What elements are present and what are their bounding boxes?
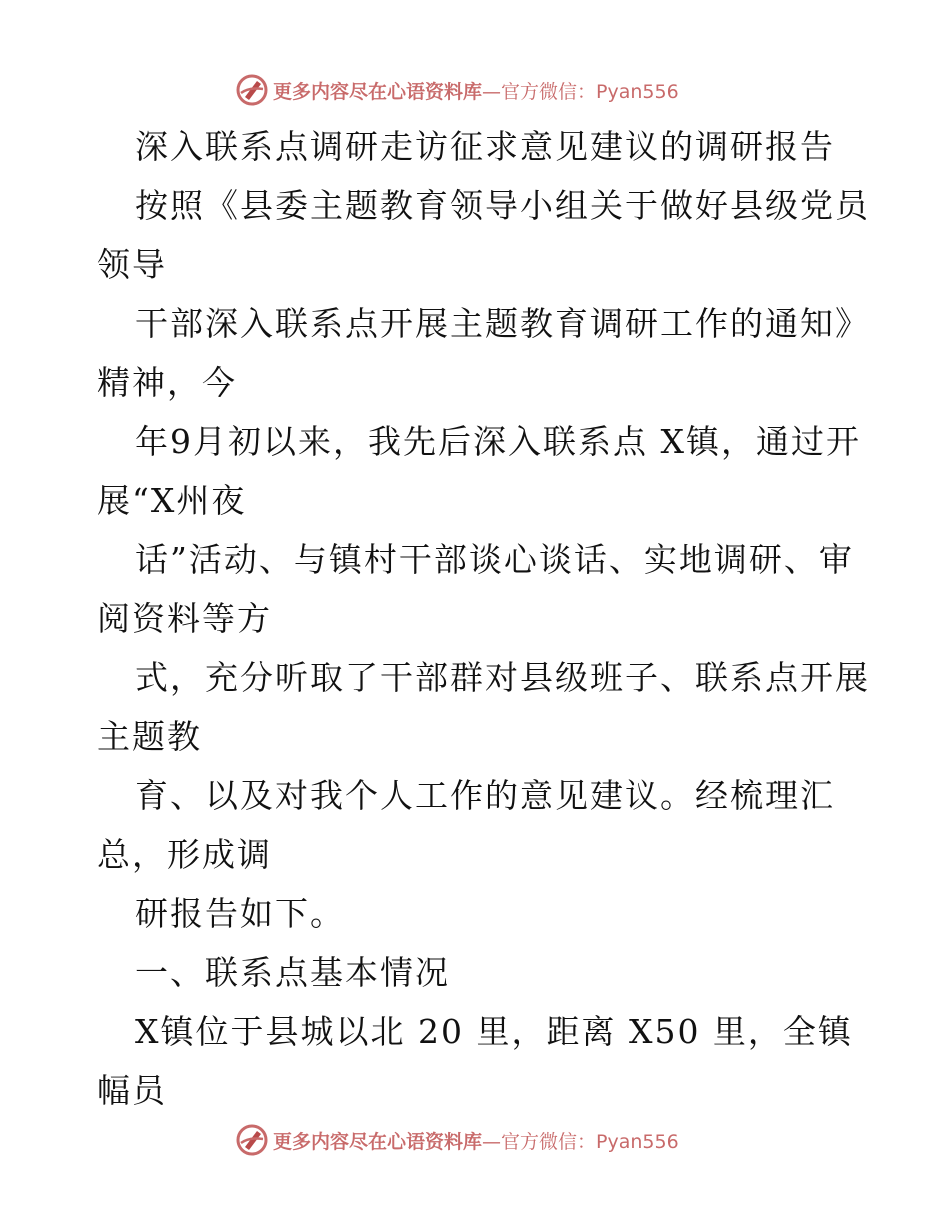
section-heading: 一、联系点基本情况	[135, 953, 450, 992]
watermark-main-text: 更多内容尽在心语资料库	[273, 80, 483, 103]
paragraph-line: 展“X州夜	[97, 481, 247, 520]
paragraph-line: 研报告如下。	[135, 894, 345, 933]
paragraph-line: 按照《县委主题教育领导小组关于做好县级党员	[135, 186, 870, 225]
logo-icon	[235, 1123, 269, 1157]
paragraph-line: 育、以及对我个人工作的意见建议。经梳理汇	[135, 776, 835, 815]
paragraph-line: 幅员	[97, 1071, 167, 1110]
watermark-banner-bottom	[235, 1122, 679, 1158]
paragraph-line: 总，形成调	[97, 835, 272, 874]
paragraph-line: 年9月初以来，我先后深入联系点 X镇，通过开	[135, 422, 861, 461]
paragraph-line: 精神，今	[97, 363, 237, 402]
paragraph-line: 干部深入联系点开展主题教育调研工作的通知》	[135, 304, 870, 343]
paragraph-line: 领导	[97, 245, 167, 284]
paragraph-line: 阅资料等方	[97, 599, 272, 638]
watermark-sub-text: —官方微信：Pyan556	[482, 1130, 679, 1153]
paragraph-line: 主题教	[97, 717, 202, 756]
document-body	[97, 117, 870, 1120]
paragraph-line: 式，充分听取了干部群对县级班子、联系点开展	[135, 658, 870, 697]
document-title: 深入联系点调研走访征求意见建议的调研报告	[135, 127, 835, 166]
logo-icon	[235, 73, 269, 107]
watermark-banner-top	[235, 72, 679, 108]
watermark-main-text: 更多内容尽在心语资料库	[273, 1130, 483, 1153]
watermark-sub-text: —官方微信：Pyan556	[482, 80, 679, 103]
paragraph-line: 话”活动、与镇村干部谈心谈话、实地调研、审	[135, 540, 854, 579]
paragraph-line: X镇位于县城以北 20 里，距离 X50 里，全镇	[135, 1012, 853, 1051]
